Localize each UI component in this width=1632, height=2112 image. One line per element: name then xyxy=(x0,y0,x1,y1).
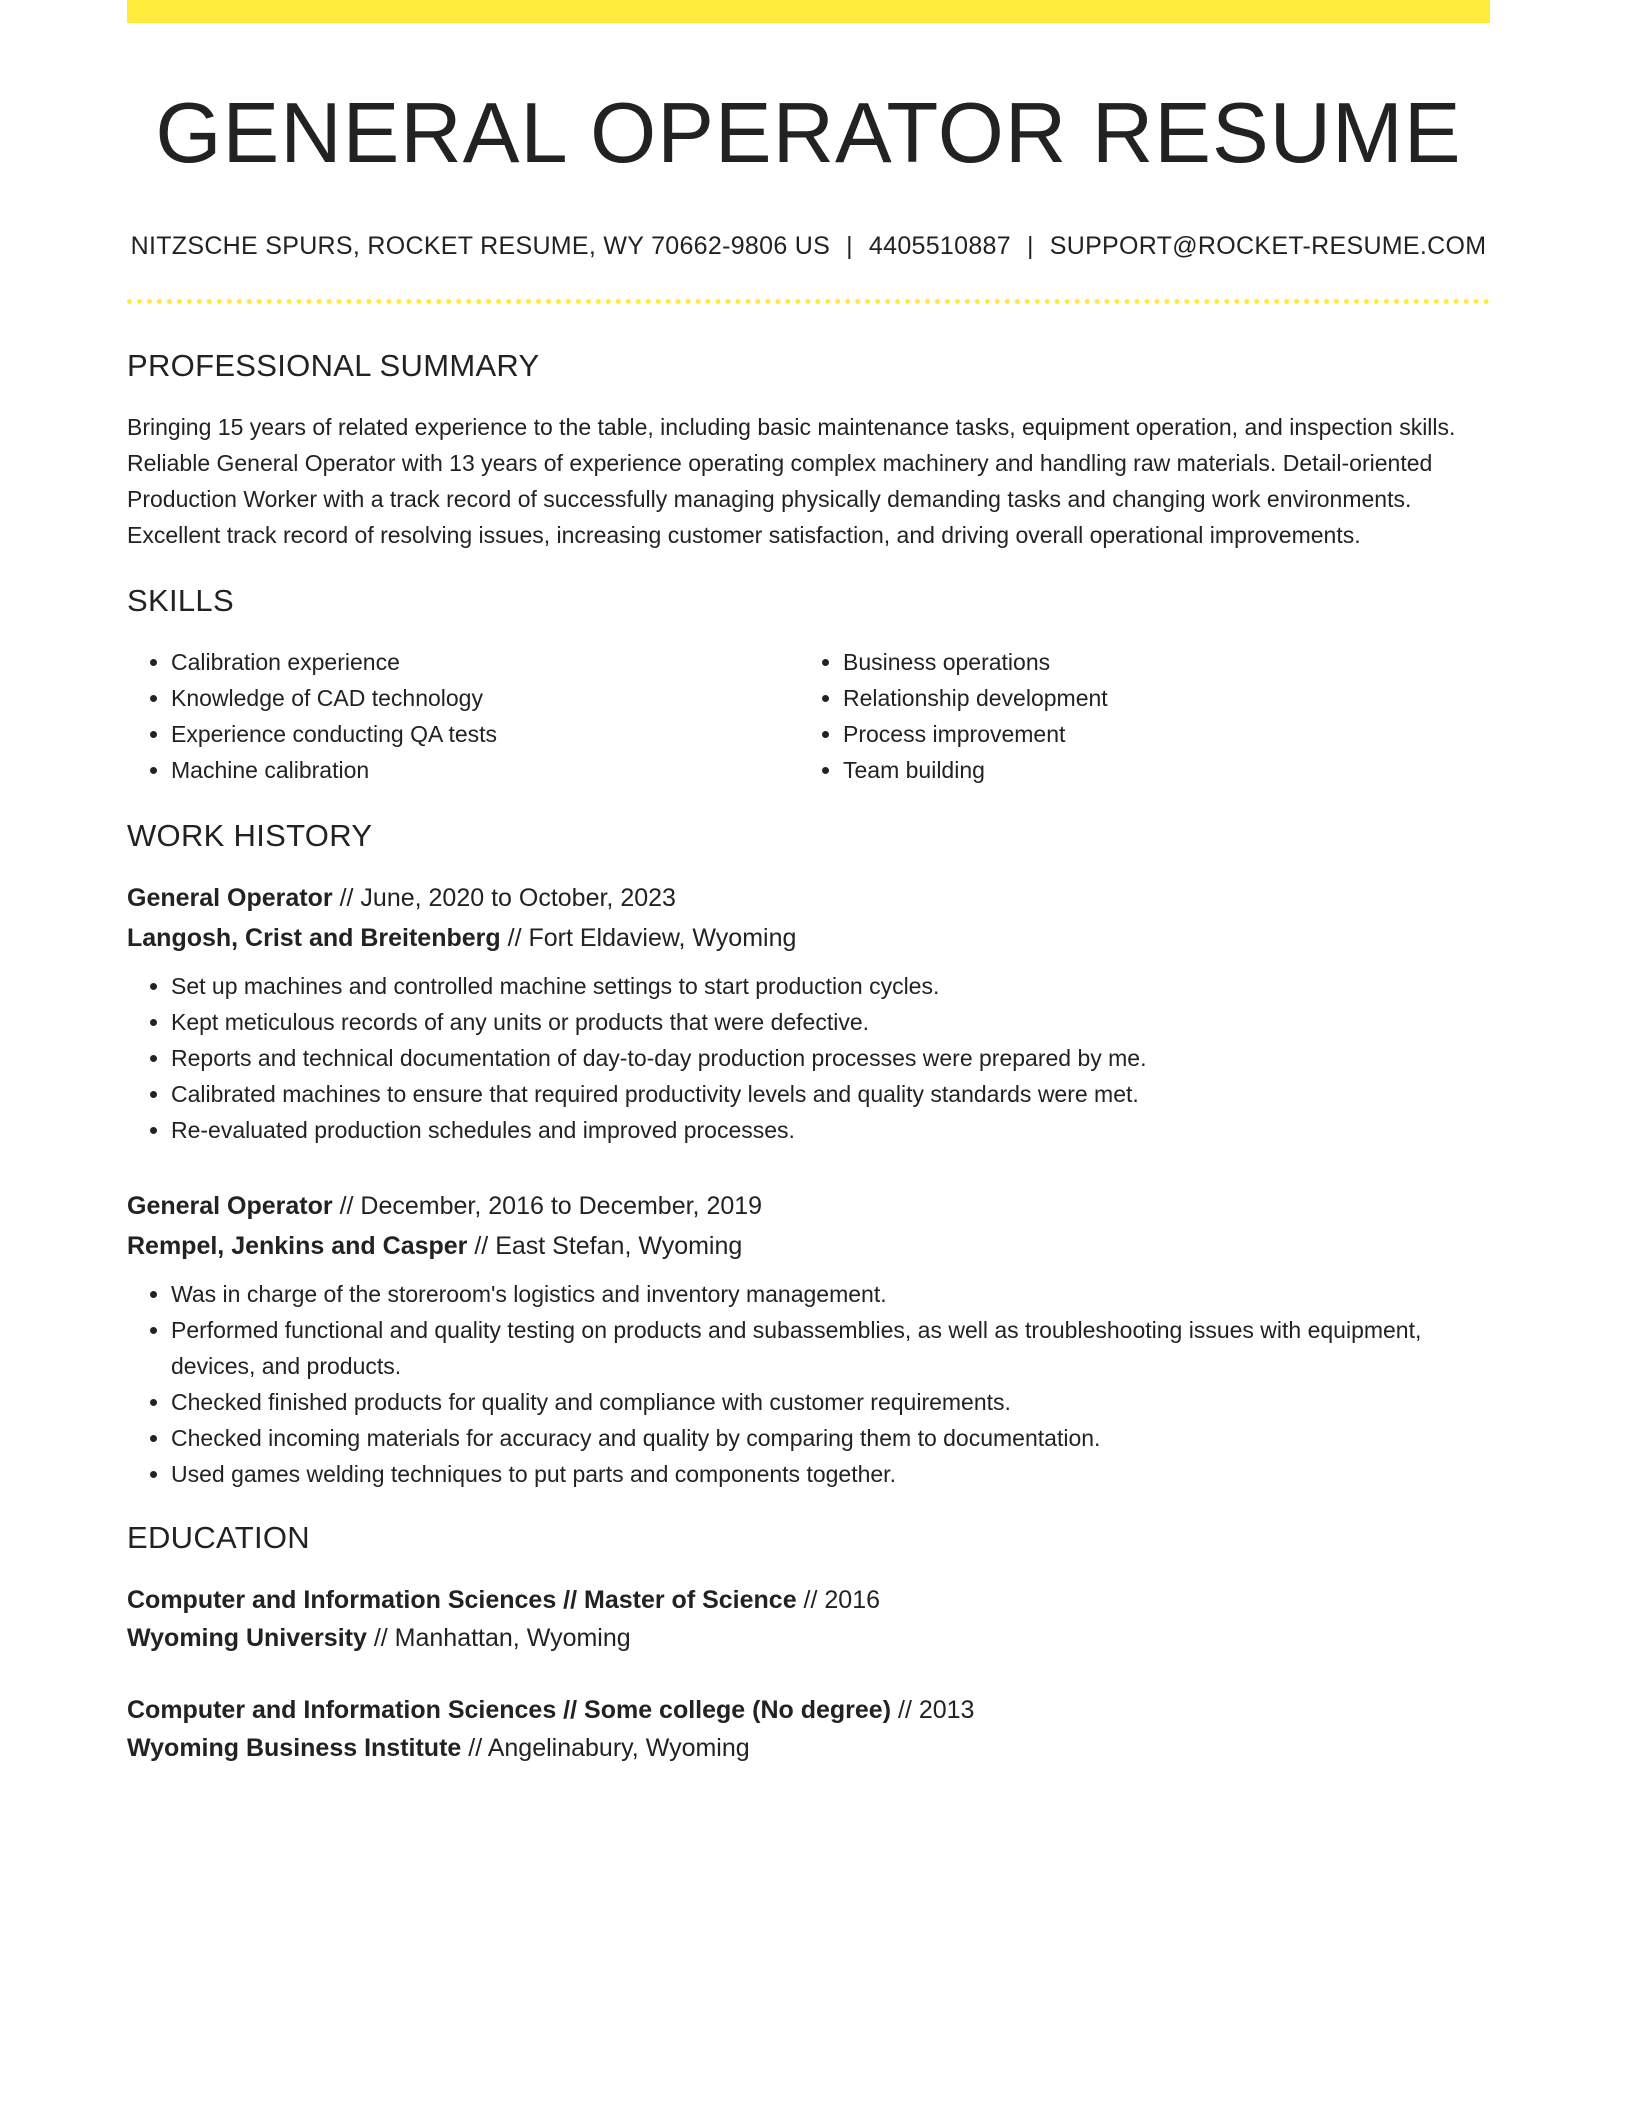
education-entry xyxy=(127,1581,1490,1657)
job-bullet: • Used games welding techniques to put parts and components together. xyxy=(171,1456,1490,1492)
contact-address: NITZSCHE SPURS, ROCKET RESUME, WY 70662-9806 US xyxy=(130,232,831,260)
job-bullet: • Calibrated machines to ensure that required productivity levels and quality standards were met. xyxy=(171,1076,1490,1112)
education-heading: EDUCATION xyxy=(127,1520,310,1555)
contact-line xyxy=(127,232,1490,261)
summary-heading: PROFESSIONAL SUMMARY xyxy=(127,348,540,383)
education-school: Wyoming Business Institute xyxy=(127,1734,462,1762)
job-bullet: • Reports and technical documentation of day-to-day production processes were prepared by me. xyxy=(171,1040,1490,1076)
skill-item: • Experience conducting QA tests xyxy=(171,716,799,752)
education-school-line xyxy=(127,1619,1490,1657)
contact-separator: | xyxy=(1026,232,1034,260)
education-degree: Computer and Information Sciences // Master of Science xyxy=(127,1586,797,1614)
contact-phone: 4405510887 xyxy=(868,232,1011,260)
job-company: Langosh, Crist and Breitenberg xyxy=(127,924,501,952)
contact-email: SUPPORT@ROCKET-RESUME.COM xyxy=(1049,232,1487,260)
job-bullet: • Checked finished products for quality and compliance with customer requirements. xyxy=(171,1384,1490,1420)
education-location: // Manhattan, Wyoming xyxy=(366,1624,631,1652)
skills-list xyxy=(127,644,1490,788)
job-bullet: • Checked incoming materials for accuracy and quality by comparing them to documentation. xyxy=(171,1420,1490,1456)
contact-separator: | xyxy=(846,232,853,260)
job-entry xyxy=(127,878,1490,1148)
skill-item: • Process improvement xyxy=(843,716,1471,752)
job-bullets xyxy=(127,968,1490,1148)
job-company-line xyxy=(127,1226,1490,1266)
job-bullet: • Set up machines and controlled machine settings to start production cycles. xyxy=(171,968,1490,1004)
job-bullet: • Performed functional and quality testing on products and subassemblies, as well as troubleshooting issues with equipment, devices, and products. xyxy=(171,1312,1490,1384)
job-company: Rempel, Jenkins and Casper xyxy=(127,1232,468,1260)
resume-title: GENERAL OPERATOR RESUME xyxy=(155,86,1462,181)
education-entry xyxy=(127,1691,1490,1767)
job-bullet: • Was in charge of the storeroom's logistics and inventory management. xyxy=(171,1276,1490,1312)
summary-text: Bringing 15 years of related experience to the table, including basic maintenance tasks, equipment operation, and inspection skills. Reliable General Operator with 13 years of experience operating complex machinery and handling raw materials. Detail-oriented Production Worker with a track record of successfully managing physically demanding tasks and changing work environments. Excellent track record of resolving issues, increasing customer satisfaction, and driving overall operational improvements. xyxy=(127,414,1456,548)
skill-item: • Team building xyxy=(843,752,1471,788)
education-degree-line xyxy=(127,1691,1490,1729)
skill-item: • Knowledge of CAD technology xyxy=(171,680,799,716)
skill-item: • Machine calibration xyxy=(171,752,799,788)
job-dates: // June, 2020 to October, 2023 xyxy=(332,884,676,912)
job-bullets xyxy=(127,1276,1490,1492)
skills-heading: SKILLS xyxy=(127,583,234,618)
job-role: General Operator xyxy=(127,884,333,912)
education-school-line xyxy=(127,1729,1490,1767)
education-location: // Angelinabury, Wyoming xyxy=(461,1734,750,1762)
job-location: // Fort Eldaview, Wyoming xyxy=(500,924,797,952)
job-location: // East Stefan, Wyoming xyxy=(467,1232,743,1260)
job-bullet: • Kept meticulous records of any units or products that were defective. xyxy=(171,1004,1490,1040)
education-year: // 2013 xyxy=(891,1696,975,1724)
accent-top-bar xyxy=(127,0,1490,23)
job-dates: // December, 2016 to December, 2019 xyxy=(332,1192,763,1220)
job-title-line xyxy=(127,878,1490,918)
resume-page xyxy=(127,0,1490,1767)
education-year: // 2016 xyxy=(796,1586,881,1614)
skills-column-left xyxy=(127,644,799,788)
job-entry xyxy=(127,1186,1490,1492)
skill-item: • Business operations xyxy=(843,644,1471,680)
job-bullet: • Re-evaluated production schedules and improved processes. xyxy=(171,1112,1490,1148)
work-history-heading: WORK HISTORY xyxy=(127,818,373,853)
job-role: General Operator xyxy=(127,1192,333,1220)
skill-item: • Relationship development xyxy=(843,680,1471,716)
education-degree: Computer and Information Sciences // Some college (No degree) xyxy=(127,1696,892,1724)
skills-column-right xyxy=(799,644,1471,788)
job-company-line xyxy=(127,918,1490,958)
education-degree-line xyxy=(127,1581,1490,1619)
skill-item: • Calibration experience xyxy=(171,644,799,680)
dotted-divider xyxy=(127,299,1490,304)
job-title-line xyxy=(127,1186,1490,1226)
education-school: Wyoming University xyxy=(127,1624,367,1652)
